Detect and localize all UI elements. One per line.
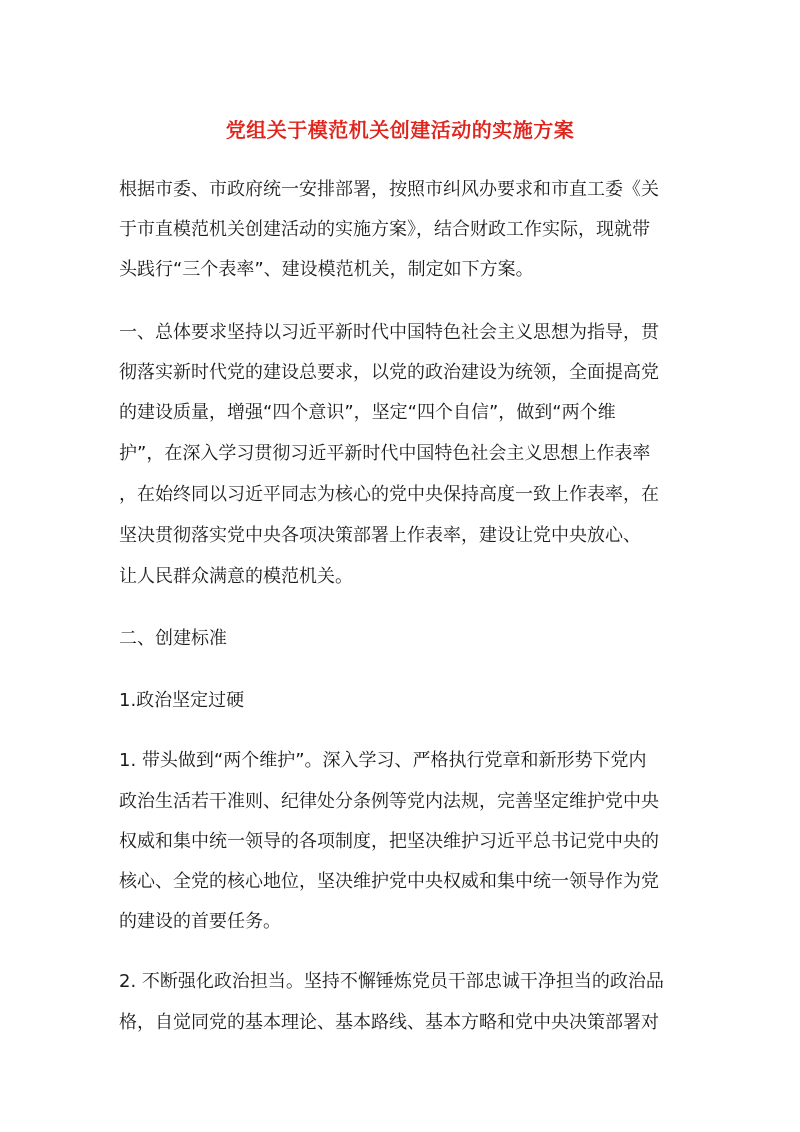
paragraph-line: 2. 不断强化政治担当。坚持不懈锤炼党员干部忠诚干净担当的政治品 (119, 971, 664, 992)
paragraph-line: 于市直模范机关创建活动的实施方案》，结合财政工作实际，现就带 (119, 219, 650, 240)
paragraph-line: 头践行“三个表率”、建设模范机关，制定如下方案。 (119, 259, 534, 280)
paragraph-line: 权威和集中统一领导的各项制度，把坚决维护习近平总书记党中央的 (119, 831, 659, 852)
paragraph-line: 一、总体要求坚持以习近平新时代中国特色社会主义思想为指导，贯 (119, 322, 659, 343)
paragraph-line: 核心、全党的核心地位，坚决维护党中央权威和集中统一领导作为党 (119, 871, 659, 892)
paragraph-line: 根据市委、市政府统一安排部署，按照市纠风办要求和市直工委《关 (119, 179, 659, 200)
paragraph-line: 的建设的首要任务。 (119, 911, 281, 932)
paragraph-line: 1. 带头做到“两个维护”。深入学习、严格执行党章和新形势下党内 (119, 750, 647, 771)
section-heading: 二、创建标准 (119, 628, 227, 649)
subsection-heading: 1.政治坚定过硬 (119, 690, 245, 711)
paragraph-line: 彻落实新时代党的建设总要求，以党的政治建设为统领，全面提高党 (119, 362, 659, 383)
document-title: 党组关于模范机关创建活动的实施方案 (225, 118, 575, 142)
paragraph-line: ，在始终同以习近平同志为核心的党中央保持高度一致上作表率，在 (119, 484, 659, 505)
paragraph-line: 坚决贯彻落实党中央各项决策部署上作表率，建设让党中央放心、 (119, 525, 641, 546)
paragraph-line: 格，自觉同党的基本理论、基本路线、基本方略和党中央决策部署对 (119, 1012, 659, 1033)
paragraph-line: 的建设质量，增强“四个意识”，坚定“四个自信”，做到“两个维 (119, 402, 616, 423)
paragraph-line: 护”，在深入学习贯彻习近平新时代中国特色社会主义思想上作表率 (119, 443, 651, 464)
paragraph-line: 政治生活若干准则、纪律处分条例等党内法规，完善坚定维护党中央 (119, 791, 659, 812)
paragraph-line: 让人民群众满意的模范机关。 (119, 566, 353, 587)
